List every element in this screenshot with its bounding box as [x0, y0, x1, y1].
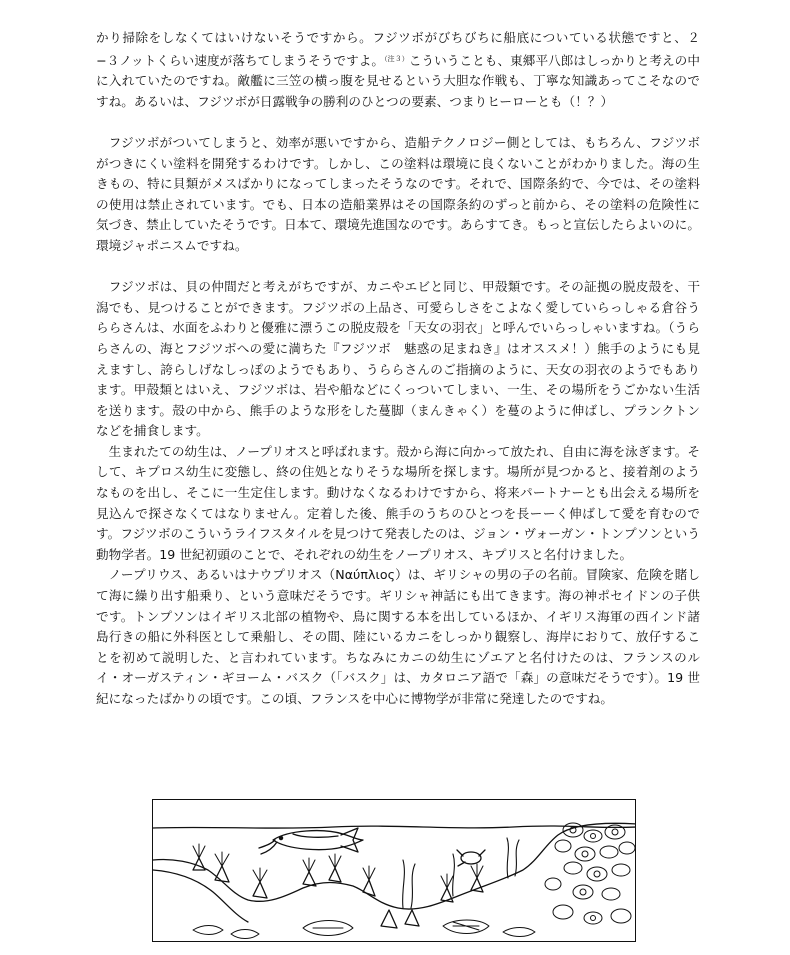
rock-contour	[153, 823, 636, 909]
seabed-shells	[193, 920, 535, 939]
fish-drawing	[259, 828, 363, 854]
paragraph-5: ノープリウス、あるいはナウプリオス（Ναύπλιος）は、ギリシャの男の子の名前。冒険家、危険を賭して海に繰り出す船乗り、という意味だそうです。ギリシャ神話にも出てきます。海の神ポセイドンの子供です。トンプソンはイギリス北部の植物や、鳥に関する本を出しているほか、イギリス海軍の西インド諸島行きの船に外科医として乗船し、その間、陸にいるカニをしっかり観察し、海岸におりて、放仔することを初めて説明した、と言われています。ちなみにカニの幼生にゾエアと名付けたのは、フランスのルイ・オーガスティン・ギヨーム・バスク（「バスク」は、カタロニア語で「森」の意味だそうです）。19 世紀になったばかりの頃です。この頃、フランスを中心に博物学が非常に発達したのですね。	[96, 567, 700, 706]
larva-drawing	[457, 850, 485, 866]
barnacle-cluster	[545, 823, 635, 924]
paragraph-1-text-a: かり掃除をしなくてはいけないそうですから。フジツボがびちびちに船底についている状態ですと、２−３ノットくらい速度が落ちてしまうそうですよ。	[96, 30, 700, 68]
seaweed	[403, 838, 519, 908]
paragraph-3: フジツボは、貝の仲間だと考えがちですが、カニやエビと同じ、甲殻類です。その証拠の脱皮殻を、干潟でも、見つけることができます。フジツボの上品さ、可愛らしさをこよなく愛していらっしゃる倉谷うららさんは、水面をふわりと優雅に漂うこの脱皮殻を「天女の羽衣」と呼んでいらっしゃいますね。（うららさんの、海とフジツボへの愛に満ちた『フジツボ 魅惑の足まねき』はオススメ！）熊手のようにも見えますし、誇らしげなしっぽのようでもあり、うららさんのご指摘のように、天女の羽衣のようでもあります。甲殻類とはいえ、フジツボは、岩や船などにくっついてしまい、一生、その場所をうごかない生活を送ります。殻の中から、熊手のような形をした蔓脚（まんきゃく）を蔓のように伸ばし、プランクトンなどを捕食します。	[96, 279, 700, 439]
illustration-drawing	[153, 800, 636, 942]
paragraph-1-text-b: こういうことも、東郷平八郎はしっかりと考えの中に入れていたのですね。敵艦に三笠の横っ腹を見せるという大胆な作戦も、丁寧な知識あってこそなのですね。あるいは、フジツボが日露戦争の勝利のひとつの要素、つまりヒーローとも（！？）	[96, 52, 700, 109]
paragraph-1	[96, 28, 700, 112]
paragraph-4: 生まれたての幼生は、ノープリオスと呼ばれます。殻から海に向かって放たれ、自由に海を泳ぎます。そして、キプロス幼生に変態し、終の住処となりそうな場所を探します。場所が見つかると、接着剤のようなものを出し、そこに一生定住します。動けなくなるわけですから、将来パートナーとも出会える場所を見込んで探さなくてはなりません。定着した後、熊手のうちのひとつを長ーーく伸ばして愛を育むのです。フジツボのこういうライフスタイルを見つけて発表したのは、ジョン・ヴォーガン・トンプソンという動物学者。19 世紀初頭のことで、それぞれの幼生をノープリオス、キプリスと名付けました。	[96, 443, 700, 562]
paragraph-2: フジツボがついてしまうと、効率が悪いですから、造船テクノロジー側としては、もちろん、フジツボがつきにくい塗料を開発するわけです。しかし、この塗料は環境に良くないことがわかりました。海の生きもの、特に貝類がメスばかりになってしまったそうなのです。それで、国際条約で、今では、その塗料の使用は禁止されています。でも、日本の造船業界はその国際条約のずっと前から、その塗料の危険性に気づき、禁止していたそうです。日本て、環境先進国なのです。あらすてき。もっと宣伝したらよいのに。環境ジャポニスムですね。	[96, 134, 701, 253]
barnacle-illustration	[152, 799, 636, 942]
rock-contour-inner	[153, 870, 248, 922]
footnote-ref: （注３）	[384, 54, 409, 63]
article-body	[96, 28, 700, 710]
